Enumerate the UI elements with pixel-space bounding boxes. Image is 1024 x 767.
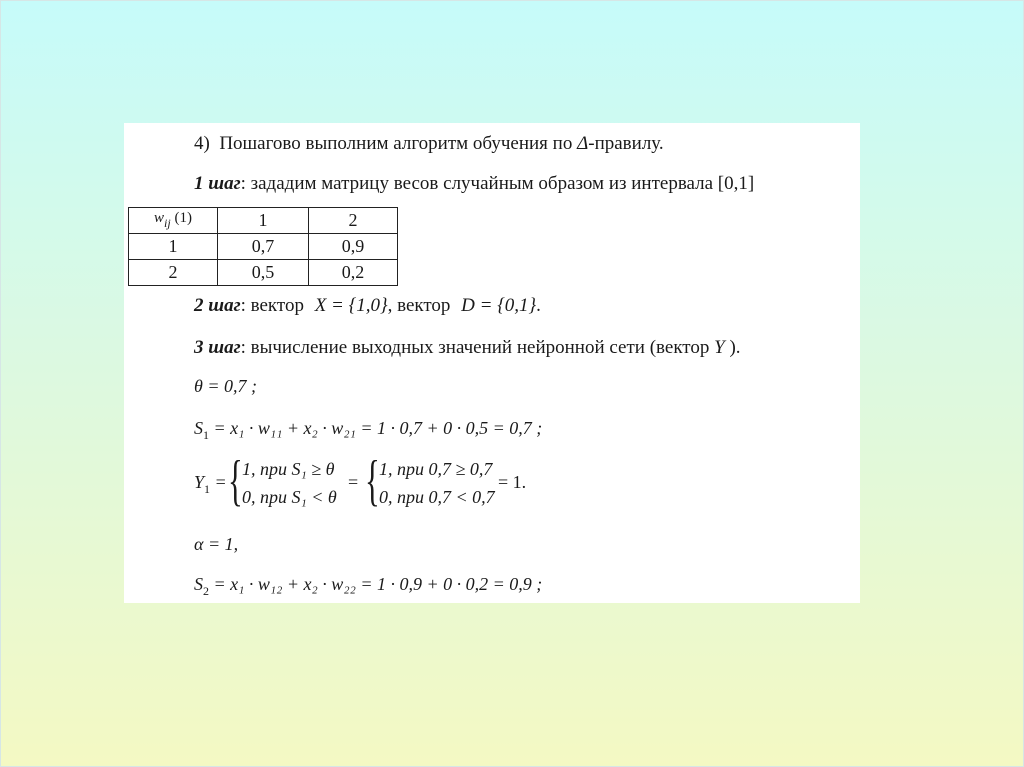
s1-expression: = x₁ · w₁₁ + x₂ · w₂₁ = 1 · 0,7 + 0 · 0,5 = 0,7 ;: [213, 418, 543, 438]
table-row-label: 2: [129, 260, 218, 286]
formula-theta: θ = 0,7 ;: [194, 376, 257, 396]
step-2-end: .: [536, 295, 541, 316]
case-b2: 0, при 0,7 < 0,7: [379, 487, 495, 507]
table-cell: 0,2: [309, 260, 398, 286]
table-col-header: 1: [218, 208, 309, 234]
case-b1: 1, при 0,7 ≥ 0,7: [379, 459, 493, 479]
weight-subscript: ij: [164, 216, 171, 230]
case-a1: 1, при S₁ ≥ θ: [242, 459, 335, 479]
step-2-label: 2 шаг: [194, 295, 241, 316]
table-row-label: 1: [129, 234, 218, 260]
formula-alpha: α = 1,: [194, 534, 239, 554]
step-3-end: ).: [729, 337, 741, 358]
step-3-text: : вычисление выходных значений нейронной сети (вектор: [240, 337, 710, 358]
step-1: [194, 173, 754, 195]
formula-s2: [194, 573, 542, 602]
table-col-header: 2: [309, 208, 398, 234]
s1-symbol: S: [194, 418, 203, 438]
y1-equals: =: [214, 472, 227, 492]
left-brace-2: {: [365, 450, 380, 512]
weights-table: [128, 207, 398, 286]
table-cell: 0,5: [218, 260, 309, 286]
s2-subscript: 2: [203, 584, 209, 598]
vector-x: X = {1,0}: [314, 295, 388, 316]
y1-symbol: Y: [194, 472, 205, 492]
weight-argument: (1): [174, 210, 192, 226]
table-header-row: [129, 208, 398, 234]
step-1-label: 1 шаг: [194, 173, 241, 194]
s2-symbol: S: [194, 574, 203, 594]
s2-expression: = x₁ · w₁₂ + x₂ · w₂₂ = 1 · 0,9 + 0 · 0,2 = 0,9 ;: [213, 574, 543, 594]
step-3-label: 3 шаг: [194, 337, 241, 358]
formula-s1: [194, 417, 542, 446]
table-row: [129, 260, 398, 286]
content-page: [124, 123, 860, 603]
y1-result: = 1.: [498, 472, 527, 492]
y1-lhs: [194, 471, 227, 500]
table-cell: 0,9: [309, 234, 398, 260]
case-a2: 0, при S₁ < θ: [242, 487, 337, 507]
section-title-text: Пошагово выполним алгоритм обучения по: [219, 133, 573, 154]
step-3: [194, 337, 741, 359]
weight-symbol: w: [154, 210, 165, 226]
table-cell: 0,7: [218, 234, 309, 260]
left-brace-1: {: [228, 450, 243, 512]
s1-subscript: 1: [203, 428, 209, 442]
step-2-text: : вектор: [240, 295, 304, 316]
table-row: [129, 234, 398, 260]
table-header-weight: [129, 208, 218, 234]
y1-subscript: 1: [204, 482, 211, 496]
vector-y: Y: [714, 337, 725, 358]
section-title-suffix: -правилу.: [588, 133, 664, 154]
step-2: [194, 295, 541, 317]
step-1-text: : зададим матрицу весов случайным образом из интервала [0,1]: [240, 173, 755, 194]
vector-d: D = {0,1}: [461, 295, 537, 316]
section-title: [194, 133, 664, 155]
section-number: 4): [194, 133, 210, 154]
delta-symbol: Δ: [577, 133, 589, 154]
mid-equals: =: [348, 472, 359, 492]
step-2-text-2: , вектор: [387, 295, 451, 316]
